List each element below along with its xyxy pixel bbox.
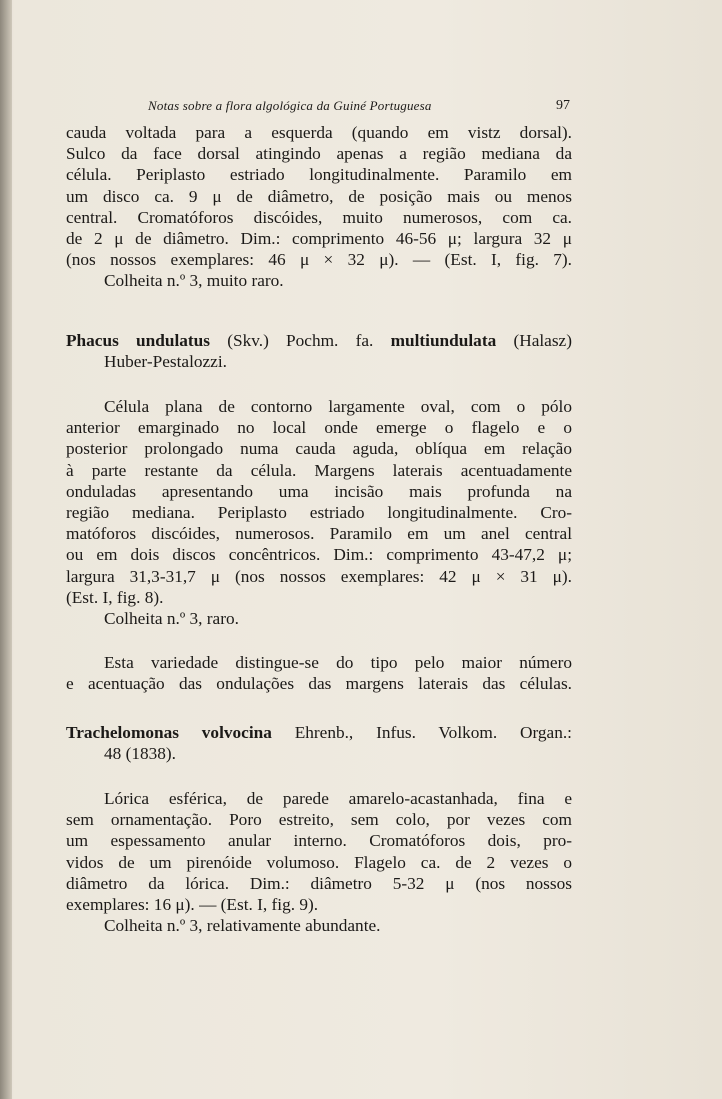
taxon-heading-line: [66, 722, 572, 743]
page-number: 97: [556, 98, 570, 113]
text-line: um disco ca. 9 μ de diâmetro, de posição mais ou menos: [66, 186, 572, 206]
text-line: (nos nossos exemplares: 46 μ × 32 μ). — (Est. I, fig. 7).: [66, 250, 572, 270]
remark-variety: [66, 652, 572, 694]
text-line: um espessamento anular interno. Cromatóforos dois, pro-: [66, 831, 572, 851]
text-line: célula. Periplasto estriado longitudinalmente. Paramilo em: [66, 165, 572, 185]
text-line: Lórica esférica, de parede amarelo-acastanhada, fina e: [104, 789, 572, 808]
text-line: vidos de um pirenóide volumoso. Flagelo ca. de 2 vezes o: [66, 852, 572, 872]
taxon-citation: Ehrenb., Infus. Volkom. Organ.:: [271, 723, 572, 742]
taxon-heading-trachelomonas: [66, 722, 572, 764]
text-line: posterior prolongado numa cauda aguda, oblíqua em relação: [66, 439, 572, 459]
taxon-heading-line: [66, 330, 572, 351]
taxon-form: multiundulata: [390, 331, 497, 350]
taxon-heading-line2: 48 (1838).: [104, 744, 176, 764]
taxon-form-author: (Halasz): [496, 331, 572, 350]
text-line: Sulco da face dorsal atingindo apenas a região mediana da: [66, 144, 572, 164]
text-line: e acentuação das ondulações das margens laterais das células.: [66, 674, 572, 694]
text-line: onduladas apresentando uma incisão mais profunda na: [66, 481, 572, 501]
text-line: sem ornamentação. Poro estreito, sem colo, por vezes com: [66, 810, 572, 830]
colheita-note: Colheita n.º 3, relativamente abundante.: [104, 916, 381, 936]
text-line: largura 31,3-31,7 μ (nos nossos exemplares: 42 μ × 31 μ).: [66, 566, 572, 586]
text-line: região mediana. Periplasto estriado longitudinalmente. Cro-: [66, 503, 572, 523]
colheita-note: Colheita n.º 3, raro.: [104, 609, 239, 629]
taxon-name: Trachelomonas volvocina: [66, 723, 272, 742]
text-line: central. Cromatóforos discóides, muito numerosos, com ca.: [66, 207, 572, 227]
text-line: ou em dois discos concêntricos. Dim.: comprimento 43-47,2 μ;: [66, 545, 572, 565]
taxon-heading-phacus: [66, 330, 572, 372]
taxon-heading-line2: Huber-Pestalozzi.: [104, 352, 227, 372]
text-line: Esta variedade distingue-se do tipo pelo maior número: [104, 653, 572, 672]
description-trachelomonas: [66, 788, 572, 936]
text-line: anterior emarginado no local onde emerge o flagelo e o: [66, 418, 572, 438]
text-line: matóforos discóides, numerosos. Paramilo em um anel central: [66, 524, 572, 544]
colheita-note: Colheita n.º 3, muito raro.: [104, 271, 284, 291]
text-line: (Est. I, fig. 8).: [66, 587, 164, 607]
taxon-authors: (Skv.) Pochm. fa.: [210, 331, 391, 350]
running-header: Notas sobre a flora algológica da Guiné Portuguesa: [148, 98, 432, 113]
text-line: diâmetro da lórica. Dim.: diâmetro 5-32 μ (nos nossos: [66, 873, 572, 893]
description-phacus: [66, 396, 572, 629]
text-line: de 2 μ de diâmetro. Dim.: comprimento 46-56 μ; largura 32 μ: [66, 229, 572, 249]
text-line: cauda voltada para a esquerda (quando em vistz dorsal).: [66, 123, 572, 142]
paragraph-continuation: [66, 122, 572, 292]
book-spine-shadow: [0, 0, 12, 1099]
taxon-name: Phacus undulatus: [66, 331, 211, 350]
text-line: à parte restante da célula. Margens laterais acentuadamente: [66, 460, 572, 480]
text-line: Célula plana de contorno largamente oval, com o pólo: [104, 397, 572, 416]
text-line: exemplares: 16 μ). — (Est. I, fig. 9).: [66, 895, 319, 915]
